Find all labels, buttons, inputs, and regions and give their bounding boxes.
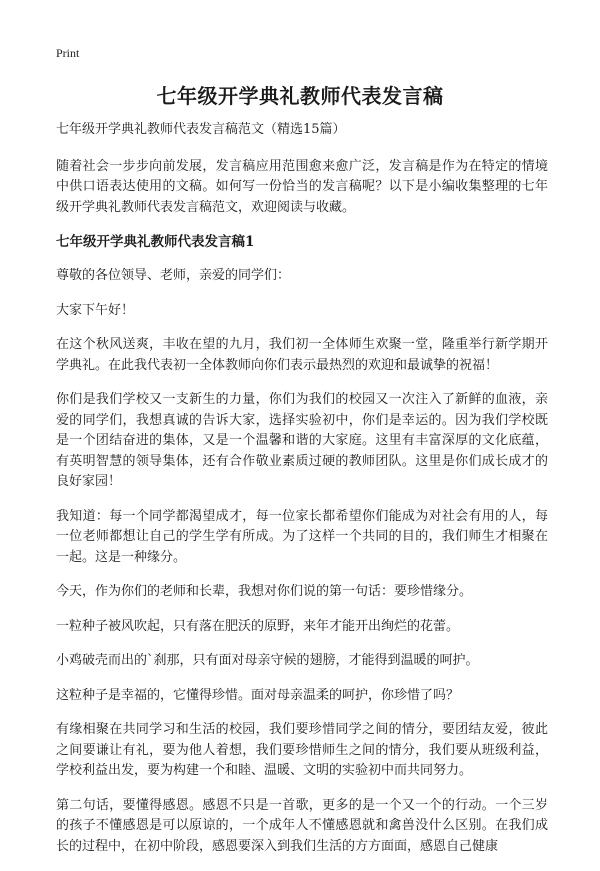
paragraph-school: 你们是我们学校又一支新生的力量，你们为我们的校园又一次注入了新鲜的血液，亲爱的同学们，我想真诚的告诉大家，选择实验初中，你们是幸运的。因为我们学校既是一个团结奋进的集体，又是一个温馨和谐的大家庭。这里有丰富深厚的文化底蕴，有英明智慧的领导集体，还有合作敬业素质过硬的教师团队。这里是你们成长成才的良好家园！ xyxy=(56,392,548,489)
document-body xyxy=(56,120,548,871)
intro-paragraph: 随着社会一步步向前发展，发言稿应用范围愈来愈广泛，发言稿是作为在特定的情境中供口语表达使用的文稿。如何写一份恰当的发言稿呢？以下是小编收集整理的七年级开学典礼教师代表发言稿范文，欢迎阅读与收藏。 xyxy=(56,158,548,215)
paragraph-hello: 大家下午好！ xyxy=(56,302,135,318)
subtitle: 七年级开学典礼教师代表发言稿范文（精选15篇） xyxy=(56,122,346,137)
paragraph-seed: 一粒种子被风吹起，只有落在肥沃的原野，来年才能开出绚烂的花蕾。 xyxy=(56,618,460,634)
paragraph-purpose: 我知道：每一个同学都渴望成才，每一位家长都希望你们能成为对社会有用的人，每一位老师都想让自己的学生学有所成。为了这样一个共同的目的，我们师生才相聚在一起。这是一种缘分。 xyxy=(56,508,548,565)
paragraph-second-point: 第二句话，要懂得感恩。感恩不只是一首歌，更多的是一个又一个的行动。一个三岁的孩子不懂感恩是可以原谅的，一个成年人不懂感恩就和禽兽没什么区别。在我们成长的过程中，在初中阶段，感恩要深入到我们生活的方方面面，感恩自己健康 xyxy=(56,797,548,854)
page-title: 七年级开学典礼教师代表发言稿 xyxy=(156,84,444,108)
section-heading: 七年级开学典礼教师代表发言稿1 xyxy=(56,234,255,250)
paragraph-greeting: 尊敬的各位领导、老师，亲爱的同学们： xyxy=(56,268,291,283)
paragraph-opening: 在这个秋风送爽，丰收在望的九月，我们初一全体师生欢聚一堂，隆重举行新学期开学典礼。在此我代表初一全体教师向你们表示最热烈的欢迎和最诚挚的祝福！ xyxy=(56,337,548,373)
paragraph-first-point: 今天，作为你们的老师和长辈，我想对你们说的第一句话：要珍惜缘分。 xyxy=(56,584,473,599)
print-link[interactable]: Print xyxy=(56,46,80,60)
paragraph-cherish: 这粒种子是幸福的，它懂得珍惜。面对母亲温柔的呵护，你珍惜了吗？ xyxy=(56,687,460,703)
paragraph-friendship: 有缘相聚在共同学习和生活的校园，我们要珍惜同学之间的情分，要团结友爱，彼此之间要谦让有礼，要为他人着想，我们要珍惜师生之间的情分，我们要从班级利益，学校利益出发，要为构建一个和睦、温暖、文明的实验初中而共同努力。 xyxy=(56,722,548,778)
paragraph-chick: 小鸡破壳而出的`刹那，只有面对母亲守候的翅膀，才能得到温暖的呵护。 xyxy=(56,653,479,668)
